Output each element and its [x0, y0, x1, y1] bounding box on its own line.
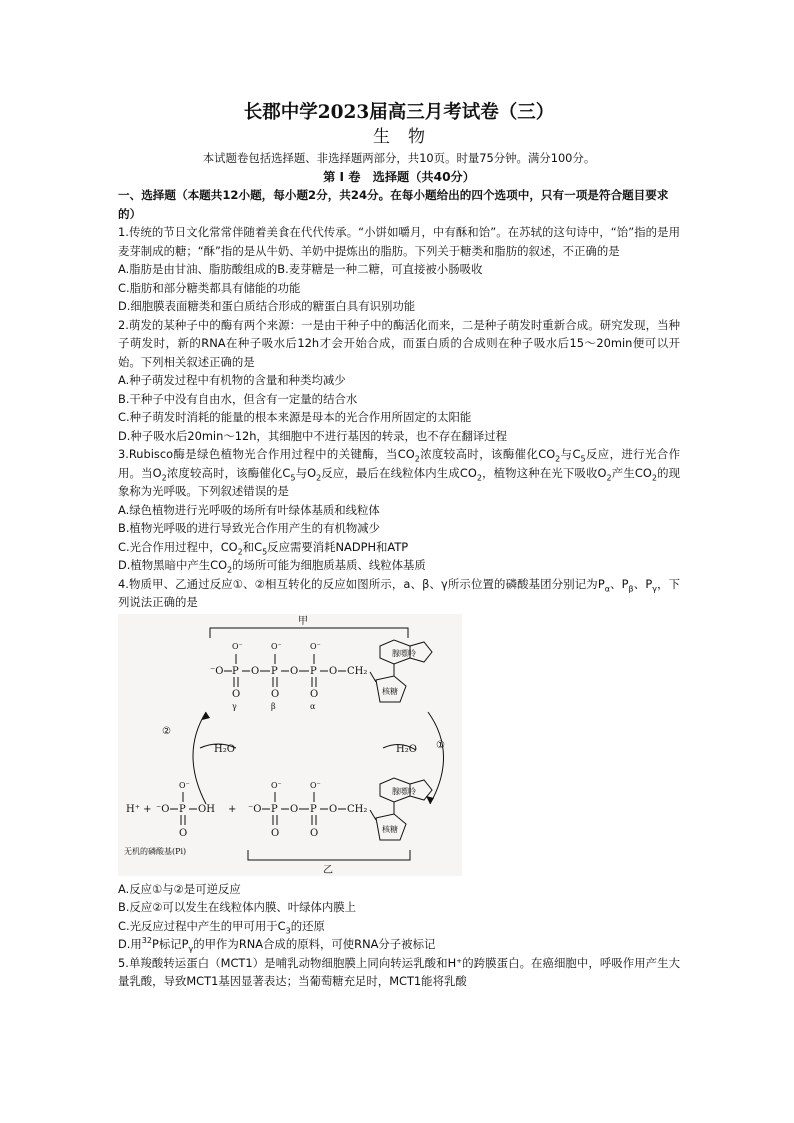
- q4c-sub: 3: [285, 925, 291, 935]
- water-left: H₂O: [214, 743, 235, 755]
- atp-adp-figure: [118, 614, 462, 876]
- o-bottom: O: [271, 688, 280, 700]
- q3c-sub: 5: [262, 546, 268, 556]
- q3-text: 与O: [295, 465, 317, 480]
- adenine-label-top: 腺嘌呤: [392, 648, 416, 658]
- question-3-option-c: [118, 538, 680, 557]
- pi-label: 无机的磷酸基(Pi): [124, 846, 187, 856]
- p-gamma: P: [232, 665, 239, 677]
- ch2-bottom: CH₂: [347, 803, 368, 815]
- o-bottom: O: [310, 688, 319, 700]
- q3-text: 浓度较高时，该酶催化C: [166, 465, 291, 480]
- question-3-option-d: [118, 556, 680, 575]
- q3-text: 反应，最后在线粒体内生成CO: [321, 465, 477, 480]
- q3-text: 的现象称为光呼吸。下列叙述错误的是: [118, 465, 681, 498]
- ch2-top: CH₂: [347, 665, 368, 677]
- yi-bracket: [248, 850, 410, 860]
- q3-text: 浓度较高时，该酶催化CO: [419, 447, 556, 461]
- question-4-option-d: [118, 935, 680, 954]
- reaction-2-arrow: [193, 712, 206, 804]
- gamma-label: γ: [232, 701, 237, 711]
- q3-text: 与C: [560, 447, 581, 461]
- plus-sign: +: [228, 803, 237, 815]
- question-1-option-d: D.细胞膜表面糖类和蛋白质结合形成的糖蛋白具有识别功能: [118, 299, 416, 313]
- pi-oh: OH: [198, 803, 215, 815]
- q4d-text: 的甲作为RNA合成的原料，可使RNA分子被标记: [193, 937, 436, 951]
- adp-o-minus-top: O⁻: [271, 780, 282, 790]
- q4c-text: 的还原: [290, 918, 325, 933]
- q3-text: 反应，进行光合作用。当O: [118, 447, 680, 480]
- q4-text: 4.物质甲、乙通过反应①、②相互转化的反应如图所示，a、β、γ所示位置的磷酸基团分别记为P: [118, 576, 605, 591]
- question-2-option-d: D.种子吸水后20min～12h，其细胞中不进行基因的转录，也不存在翻译过程: [118, 428, 508, 443]
- alpha-label: α: [310, 701, 316, 711]
- q3-sub: 2: [555, 454, 561, 464]
- question-1-option-a: [118, 260, 680, 279]
- question-2-option-c: C.种子萌发时消耗的能量的根本来源是母本的光合作用所固定的太阳能: [118, 410, 472, 424]
- adp-o-bottom: O: [271, 827, 280, 839]
- q4-text: 、P: [609, 576, 629, 591]
- adp-o-minus-top: O⁻: [310, 780, 321, 790]
- subject-title: 生物: [373, 127, 443, 147]
- q4d-text: P标记P: [151, 937, 189, 951]
- q3c-text: 反应需要消耗NADPH和ATP: [267, 539, 409, 554]
- exam-page: [118, 100, 680, 991]
- q3-sub: 2: [606, 472, 612, 482]
- question-1-stem: 1.传统的节日文化常常伴随着美食在代代传承。“小饼如嚼月，中有酥和饴”。在苏轼的这句诗中，“饴”指的是用麦芽制成的糖；“酥”指的是从牛奶、羊奶中提炼出的脂肪。下列关于糖类和脂肪的叙述，不正确的是: [118, 225, 680, 258]
- q4-text: 、P: [633, 576, 653, 591]
- q3c-sub: 2: [237, 546, 243, 556]
- option-a-text: A.脂肪是由甘油、脂肪酸组成的: [118, 262, 278, 276]
- exam-intro: 本试题卷包括选择题、非选择题两部分，共10页。时量75分钟。满分100分。: [202, 151, 596, 165]
- question-4-stem: [118, 575, 680, 612]
- q4d-text: D.用: [118, 937, 142, 951]
- reaction-1-label: ①: [436, 739, 445, 751]
- adp-o-bridge: O: [329, 803, 338, 815]
- q4-sub: γ: [652, 583, 657, 593]
- p-beta: P: [271, 665, 278, 677]
- q4d-sub: γ: [188, 944, 194, 954]
- question-3-option-b: B.植物光呼吸的进行导致光合作用产生的有机物减少: [118, 521, 381, 535]
- reaction-1-arrow: [428, 712, 444, 804]
- bond: [370, 810, 376, 820]
- question-2-option-b: B.干种子中没有自由水，但含有一定量的结合水: [118, 391, 358, 406]
- q4d-sup: 32: [141, 936, 152, 946]
- question-3-option-a: A.绿色植物进行光呼吸的场所有叶绿体基质和线粒体: [118, 502, 380, 517]
- o-bridge: O: [329, 665, 338, 677]
- atp-adp-diagram: [118, 614, 462, 876]
- p-alpha: P: [310, 665, 317, 677]
- q3d-sub: 2: [227, 565, 233, 575]
- adp-p2: P: [310, 803, 317, 815]
- adp-o-bottom: O: [310, 827, 319, 839]
- adenine-label-bottom: 腺嘌呤: [392, 786, 416, 796]
- ribose-label-bottom: 核糖: [382, 824, 398, 834]
- q3d-text: 的场所可能为细胞质基质、线粒体基质: [232, 558, 426, 572]
- jia-label: 甲: [298, 615, 308, 627]
- hplus-label: H⁺ +: [126, 803, 152, 815]
- question-4-option-a: A.反应①与②是可逆反应: [118, 881, 241, 896]
- q3d-text: D.植物黑暗中产生CO: [118, 558, 228, 572]
- question-3-stem: [118, 445, 680, 501]
- pi-p: P: [179, 803, 186, 815]
- o-minus-left: ⁻O: [210, 665, 224, 677]
- q3-sub: 2: [476, 472, 482, 482]
- question-2-stem: 2.萌发的某种子中的酶有两个来源：一是由干种子中的酶活化而来，二是种子萌发时重新合成。研究发现，当种子萌发时，新的RNA在种子吸水后12h才会开始合成，而蛋白质的合成则在种子吸水后15～20min便可以开始。下列相关叙述正确的是: [118, 317, 680, 369]
- water-right: H₂O: [396, 743, 417, 755]
- o-bottom: O: [232, 688, 241, 700]
- q3-sub: 5: [290, 472, 296, 482]
- q4c-text: C.光反应过程中产生的甲可用于C: [118, 918, 286, 933]
- option-b-text: B.麦芽糖是一种二糖，可直接被小肠吸收: [277, 262, 483, 276]
- q3-sub: 2: [414, 454, 420, 464]
- q3-text: 产生CO: [611, 465, 652, 480]
- pi-o-minus-top: O⁻: [179, 780, 190, 790]
- o-bridge: O: [251, 665, 260, 677]
- q3-sub: 2: [161, 472, 167, 482]
- q3-sub: 2: [651, 472, 657, 482]
- question-4-option-b: B.反应②可以发生在线粒体内膜、叶绿体内膜上: [118, 900, 357, 914]
- o-minus-top: O⁻: [271, 641, 282, 651]
- reaction-2-label: ②: [162, 725, 171, 737]
- bond: [370, 672, 376, 682]
- adp-p1: P: [271, 803, 278, 815]
- o-minus-top: O⁻: [232, 641, 243, 651]
- q4-sub: α: [604, 583, 610, 593]
- question-4-option-c: [118, 917, 680, 936]
- q3-sub: 5: [580, 454, 586, 464]
- q4-text: ，下列说法正确的是: [118, 576, 680, 609]
- question-5-stem: 5.单羧酸转运蛋白（MCT1）是哺乳动物细胞膜上同向转运乳酸和H⁺的跨膜蛋白。在癌细胞中，呼吸作用产生大量乳酸，导致MCT1基因显著表达；当葡萄糖充足时，MCT1能将乳酸: [118, 955, 680, 988]
- arrow-head: [426, 796, 434, 804]
- exam-title: 长郡中学2023届高三月考试卷（三）: [243, 102, 555, 123]
- q3-text: ，植物这种在光下吸收O: [481, 465, 607, 480]
- question-2-option-a: A.种子萌发过程中有机物的含量和种类均减少: [118, 373, 346, 387]
- adp-o-bridge: O: [290, 803, 299, 815]
- q3c-text: C.光合作用过程中，CO: [118, 539, 238, 554]
- q3-text: 3.Rubisco酶是绿色植物光合作用过程中的关键酶，当CO: [118, 447, 415, 461]
- pi-o-bottom: O: [179, 827, 188, 839]
- o-bridge: O: [290, 665, 299, 677]
- question-1-option-c: C.脂肪和部分糖类都具有储能的功能: [118, 280, 301, 295]
- ribose-label-top: 核糖: [382, 686, 398, 696]
- q3c-text: 和C: [242, 539, 263, 554]
- adp-o-minus-left: ⁻O: [248, 803, 262, 815]
- pi-o-minus-left: ⁻O: [156, 803, 170, 815]
- yi-label: 乙: [323, 864, 333, 876]
- beta-label: β: [271, 701, 276, 711]
- q3-sub: 2: [316, 472, 322, 482]
- part-heading: 第 I 卷 选择题（共40分）: [323, 170, 475, 184]
- jia-bracket: [210, 628, 408, 638]
- q4-sub: β: [628, 583, 634, 593]
- o-minus-top: O⁻: [310, 641, 321, 651]
- section-heading: 一、选择题（本题共12小题，每小题2分，共24分。在每小题给出的四个选项中，只有一项是符合题目要求的）: [118, 188, 669, 221]
